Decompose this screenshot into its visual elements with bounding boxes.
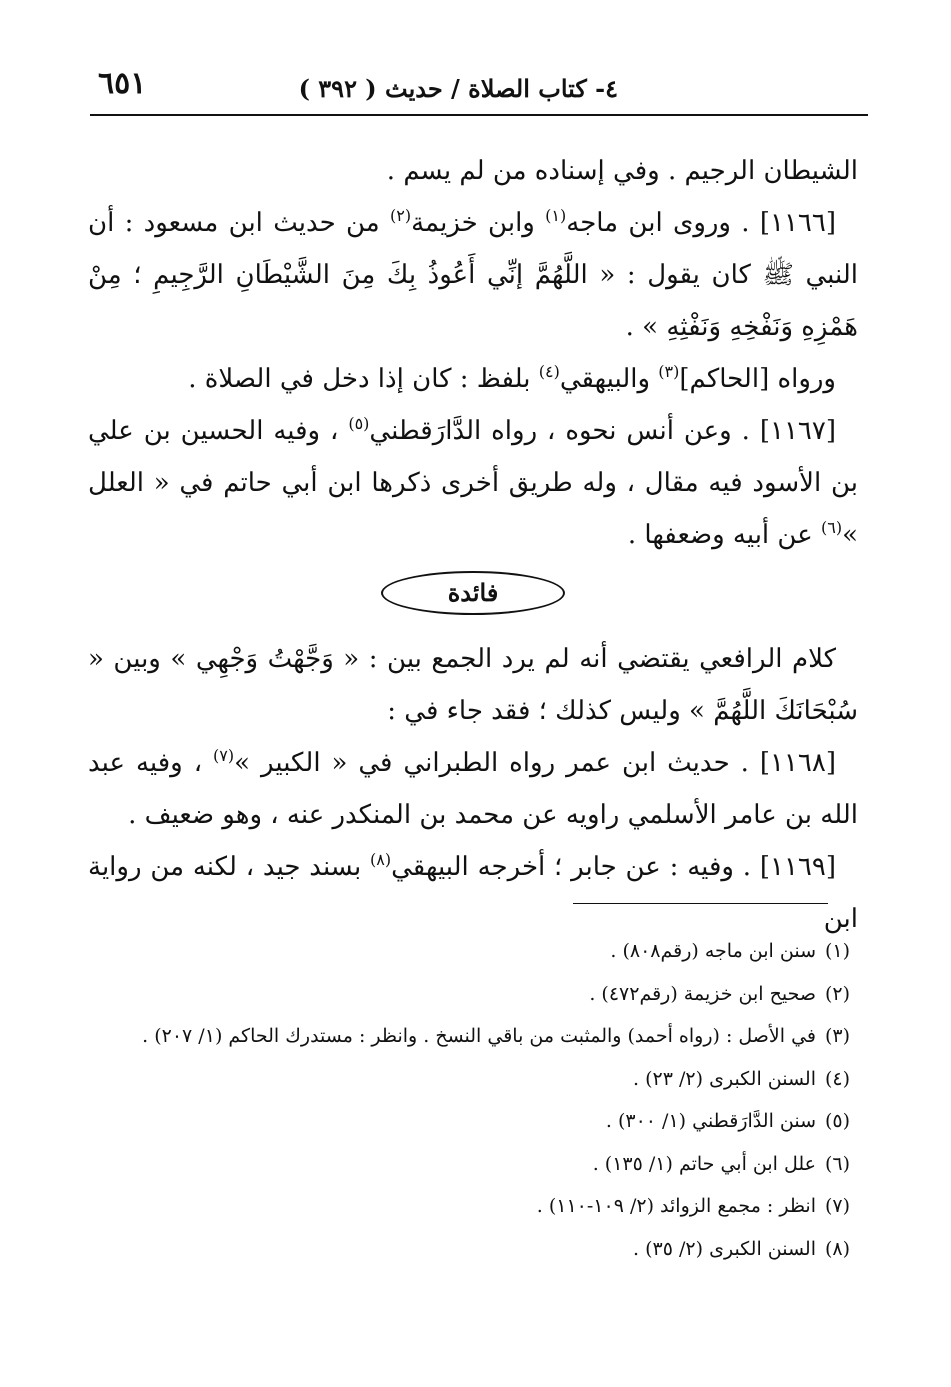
footnote-text: سنن ابن ماجه (رقم٨٠٨) . (610, 940, 816, 962)
footnote-number: (١) (824, 940, 850, 962)
section-heading-wrap (88, 565, 858, 627)
footnote-ref-8: (٨) (370, 850, 392, 869)
page-number: ٦٥١ (98, 66, 147, 101)
footnote-text: السنن الكبرى (٢/ ٣٥) . (633, 1237, 816, 1260)
paragraph-hakim: ورواه [الحاكم]$^{(٣)}$ والبيهقي$^{(٤)}$ بلفظ : كان إذا دخل في الصلاة . (188, 362, 836, 394)
footnote-number: (٤) (824, 1067, 850, 1090)
footnote-text: علل ابن أبي حاتم (١/ ١٣٥) . (592, 1152, 816, 1175)
footnote-item (88, 1058, 850, 1101)
hadith-1168: [١١٦٨] . حديث ابن عمر رواه الطبراني في « الكبير »$^{(٧)}$ ، وفيه عبد الله بن عامر الأسلمي راويه عن محمد بن المنكدر عنه ، وهو ضعيف . (88, 746, 858, 830)
footnote-ref-4: (٤) (538, 362, 560, 381)
footnote-text: في الأصل : (رواه أحمد) والمثبت من باقي النسخ . وانظر : مستدرك الحاكم (١/ ٢٠٧) . (142, 1025, 816, 1047)
footnote-text: السنن الكبرى (٢/ ٢٣) . (633, 1067, 816, 1090)
paragraph-rafii: كلام الرافعي يقتضي أنه لم يرد الجمع بين : « وَجَّهْتُ وَجْهِي » وبين « سُبْحَانَكَ اللَّهُمَّ » وليس كذلك ؛ فقد جاء في : (88, 644, 858, 726)
page-header (90, 64, 868, 116)
footnote-ref-5: (٥) (348, 414, 370, 433)
footnote-item (88, 930, 850, 973)
footnote-text: سنن الدَّارَقطني (١/ ٣٠٠) . (605, 1110, 816, 1132)
footnote-item (88, 1100, 850, 1143)
footnote-item (88, 1228, 850, 1271)
hadith-1167: [١١٦٧] . وعن أنس نحوه ، رواه الدَّارَقطني$^{(٥)}$ ، وفيه الحسين بن علي بن الأسود فيه مقال ، وله طريق أخرى ذكرها ابن أبي حاتم في « العلل »$^{(٦)}$ عن أبيه وضعفها . (88, 414, 858, 550)
footnote-number: (٦) (824, 1152, 850, 1175)
hadith-1166: [١١٦٦] . وروى ابن ماجه$^{(١)}$ وابن خزيمة$^{(٢)}$ من حديث ابن مسعود : أن النبي ﷺ كان يقول : « اللَّهُمَّ إنِّي أَعُوذُ بِكَ مِنَ الشَّيْطَانِ الرَّجِيمِ ؛ مِنْ هَمْزِهِ وَنَفْخِهِ وَنَفْثِهِ » . (88, 206, 858, 342)
footnote-item (88, 1015, 850, 1058)
footnote-item (88, 1185, 850, 1228)
footnote-ref-1: (١) (545, 206, 567, 225)
footnote-text: صحيح ابن خزيمة (رقم٤٧٢) . (589, 982, 816, 1005)
footnote-item (88, 1143, 850, 1186)
footnote-number: (٨) (824, 1237, 850, 1260)
section-heading: فائدة (447, 578, 499, 607)
footnote-divider (573, 903, 828, 904)
footnote-text: انظر : مجمع الزوائد (٢/ ١٠٩-١١٠) . (536, 1195, 816, 1217)
footnotes-list (88, 930, 858, 1270)
main-text (88, 145, 858, 945)
hadith-1169: [١١٦٩] . وفيه : عن جابر ؛ أخرجه البيهقي$^{(٨)}$ بسند جيد ، لكنه من رواية ابن (88, 850, 858, 934)
footnote-item (88, 973, 850, 1016)
footnote-number: (٥) (824, 1110, 850, 1132)
footnote-number: (٣) (824, 1025, 850, 1047)
paragraph-continuation: الشيطان الرجيم . وفي إسناده من لم يسم . (386, 156, 858, 186)
footnote-ref-3: (٣) (658, 362, 680, 381)
running-title: ٤- كتاب الصلاة / حديث ( ٣٩٢ ) (298, 74, 618, 103)
footnote-ref-7: (٧) (213, 746, 235, 765)
footnote-ref-6: (٦) (820, 518, 843, 537)
footnote-number: (٢) (824, 982, 850, 1005)
section-heading-oval (381, 571, 565, 615)
footnote-ref-2: (٢) (390, 206, 412, 225)
footnote-number: (٧) (824, 1195, 850, 1217)
